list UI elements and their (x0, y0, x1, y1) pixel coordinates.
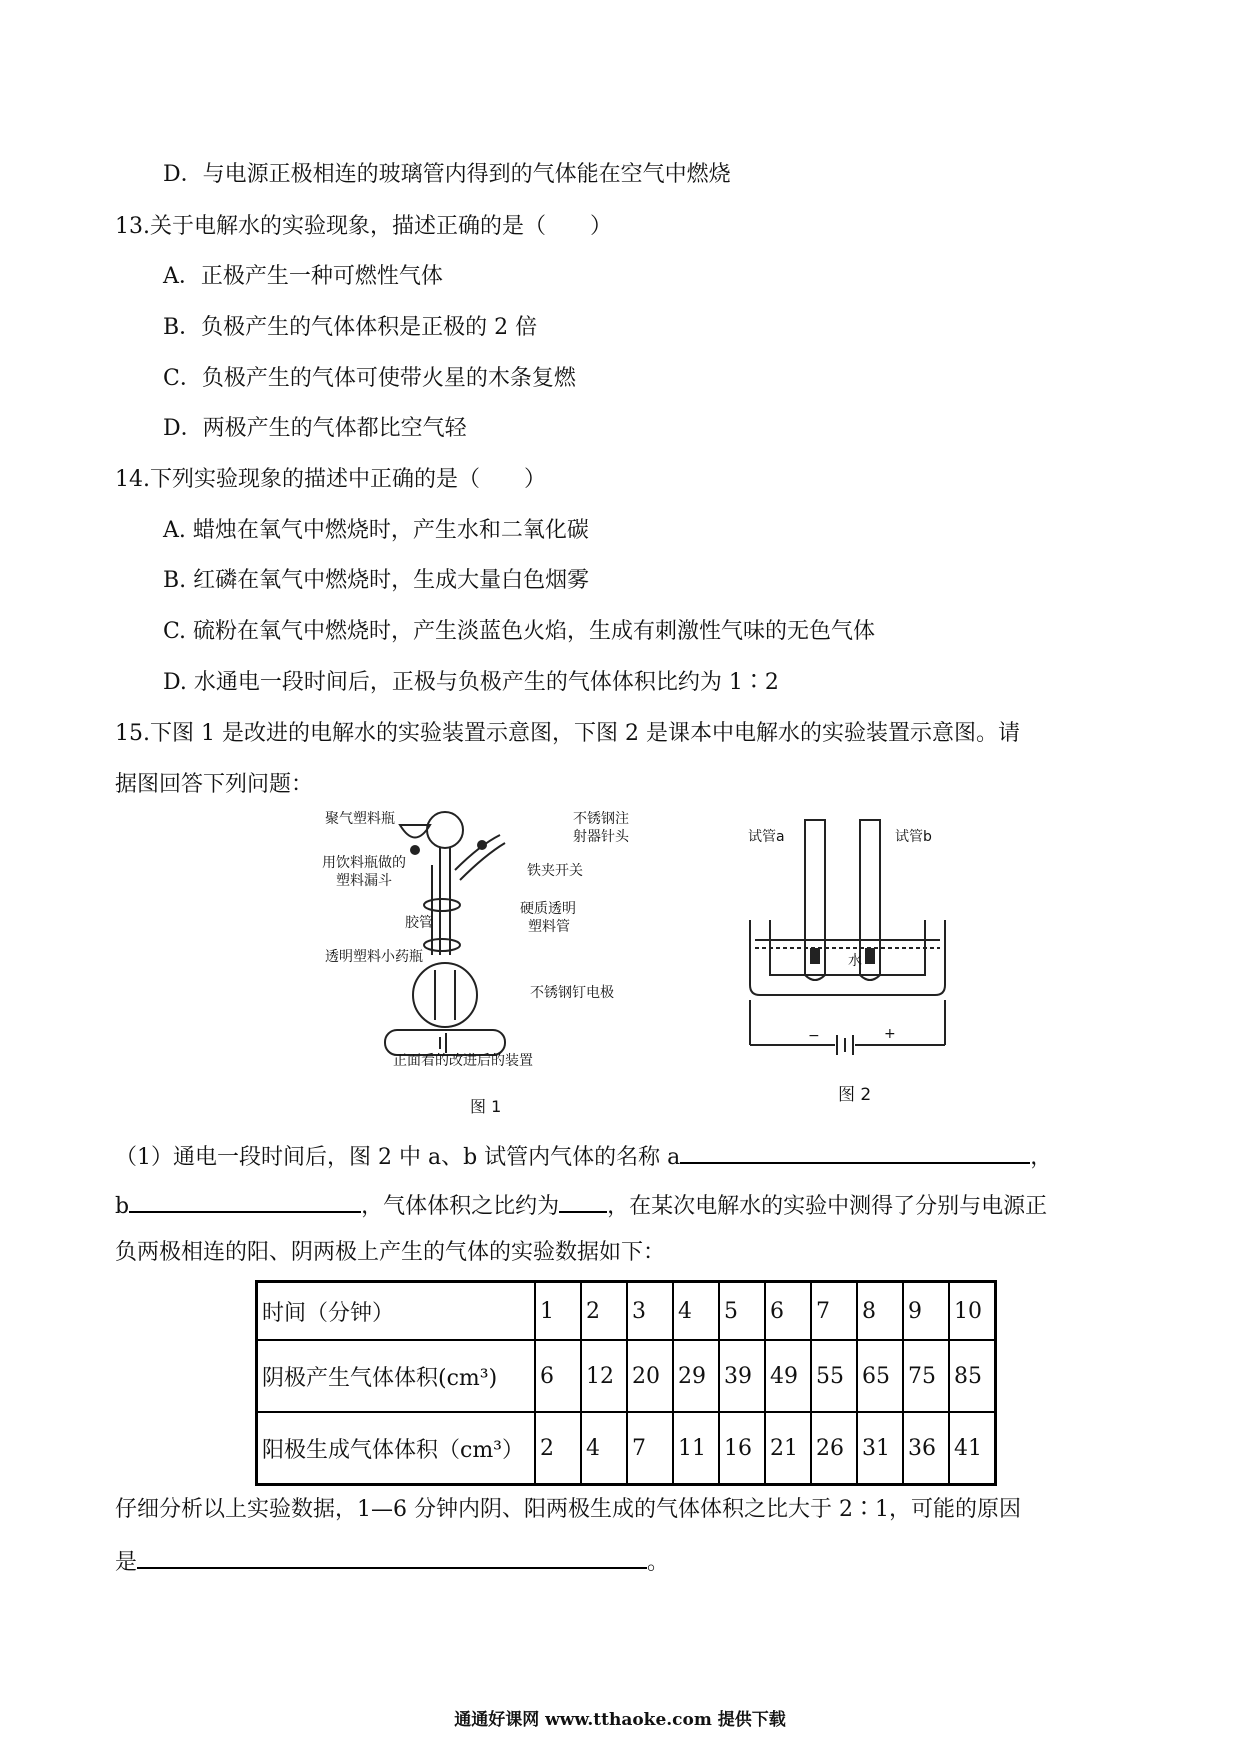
table-cell: 21 (765, 1412, 811, 1485)
fig1-label-clip: 铁夹开关 (527, 863, 583, 879)
table-cell: 2 (535, 1412, 581, 1485)
analysis-answer-line (115, 1545, 669, 1578)
table-cell: 20 (627, 1340, 673, 1412)
answer-prefix: 是 (115, 1550, 138, 1575)
q14-option-a: A. 蜡烛在氧气中燃烧时，产生水和二氧化碳 (163, 518, 589, 543)
q14-option-d: D. 水通电一段时间后，正极与负极产生的气体体积比约为 1∶2 (163, 670, 779, 695)
answer-period: 。 (647, 1550, 670, 1575)
question-14: 14.下列实验现象的描述中正确的是（ ） (115, 467, 546, 492)
table-cell: 7 (627, 1412, 673, 1485)
fig2-label-plus: + (884, 1026, 896, 1042)
fig2-label-water: 水 (848, 953, 862, 969)
fig2-label-tube-b: 试管b (895, 829, 932, 845)
q14-option-c: C. 硫粉在氧气中燃烧时，产生淡蓝色火焰，生成有刺激性气味的无色气体 (163, 619, 876, 644)
table-cell: 2 (581, 1282, 627, 1341)
table-cell: 55 (811, 1340, 857, 1412)
table-cell: 10 (949, 1282, 996, 1341)
q13-option-a: A．正极产生一种可燃性气体 (163, 264, 443, 289)
fig1-label-vial: 透明塑料小药瓶 (325, 949, 423, 965)
part1-text-b: b (115, 1194, 130, 1219)
q13-option-c: C．负极产生的气体可使带火星的木条复燃 (163, 366, 576, 391)
table-cell: 12 (581, 1340, 627, 1412)
table-cell: 9 (903, 1282, 949, 1341)
table-cell: 5 (719, 1282, 765, 1341)
blank-volume-ratio[interactable] (559, 1189, 607, 1213)
fig1-label-funnel-1: 用饮料瓶做的 (322, 855, 406, 871)
part1-line-2 (115, 1189, 1047, 1222)
table-cell: 8 (857, 1282, 903, 1341)
table-cell: 26 (811, 1412, 857, 1485)
part1-text-ratio: ，气体体积之比约为 (361, 1194, 560, 1219)
table-cell: 11 (673, 1412, 719, 1485)
footer-source: 通通好课网 www.tthaoke.com 提供下载 (454, 1710, 786, 1730)
table-cell: 75 (903, 1340, 949, 1412)
q12-option-d: D．与电源正极相连的玻璃管内得到的气体能在空气中燃烧 (163, 162, 731, 187)
data-table (255, 1280, 997, 1486)
table-cell: 阳极生成气体体积（cm³） (257, 1412, 536, 1485)
table-cell: 65 (857, 1340, 903, 1412)
table-row (257, 1412, 996, 1485)
table-cell: 85 (949, 1340, 996, 1412)
table-row (257, 1282, 996, 1341)
fig1-caption: 图 1 (470, 1097, 502, 1116)
fig1-label-funnel-2: 塑料漏斗 (336, 873, 392, 889)
table-cell: 4 (673, 1282, 719, 1341)
fig1-label-tube-1: 硬质透明 (520, 901, 576, 917)
table-cell: 7 (811, 1282, 857, 1341)
analysis-question: 仔细分析以上实验数据，1—6 分钟内阴、阳两极生成的气体体积之比大于 2∶1，可能的原因 (115, 1497, 1021, 1522)
table-row (257, 1340, 996, 1412)
table-cell: 31 (857, 1412, 903, 1485)
part1-line-3: 负两极相连的阳、阴两极上产生的气体的实验数据如下： (115, 1240, 666, 1265)
blank-gas-b[interactable] (129, 1189, 361, 1213)
fig1-label-hose: 胶管 (405, 915, 433, 931)
q14-option-b: B. 红磷在氧气中燃烧时，生成大量白色烟雾 (163, 568, 590, 593)
table-cell: 6 (765, 1282, 811, 1341)
table-cell: 49 (765, 1340, 811, 1412)
q13-option-b: B．负极产生的气体体积是正极的 2 倍 (163, 315, 538, 340)
part1-text-exp: ，在某次电解水的实验中测得了分别与电源正 (607, 1194, 1048, 1219)
question-15: 15.下图 1 是改进的电解水的实验装置示意图，下图 2 是课本中电解水的实验装置示意图。请 (115, 721, 1020, 746)
fig2-caption: 图 2 (838, 1085, 872, 1105)
table-cell: 时间（分钟） (257, 1282, 536, 1341)
q13-option-d: D．两极产生的气体都比空气轻 (163, 416, 467, 441)
part1-comma: ， (1030, 1145, 1053, 1170)
part1-text-a: （1）通电一段时间后，图 2 中 a、b 试管内气体的名称 a (115, 1145, 681, 1170)
table-cell: 41 (949, 1412, 996, 1485)
blank-reason[interactable] (137, 1545, 647, 1569)
blank-gas-a[interactable] (680, 1140, 1030, 1164)
table-cell: 36 (903, 1412, 949, 1485)
table-cell: 16 (719, 1412, 765, 1485)
table-cell: 阴极产生气体体积(cm³) (257, 1340, 536, 1412)
question-15-cont: 据图回答下列问题： (115, 772, 314, 797)
question-13: 13.关于电解水的实验现象，描述正确的是（ ） (115, 214, 612, 239)
fig1-label-bottle: 聚气塑料瓶 (325, 811, 395, 827)
fig1-label-front: 正面看的改进后的装置 (393, 1053, 533, 1069)
part1-line-1 (115, 1140, 1052, 1173)
fig2-label-minus: − (808, 1028, 820, 1044)
table-cell: 1 (535, 1282, 581, 1341)
table-cell: 6 (535, 1340, 581, 1412)
fig1-label-needle-1: 不锈钢注 (573, 811, 629, 827)
fig2-label-tube-a: 试管a (748, 829, 785, 845)
fig1-label-electrode: 不锈钢钉电极 (530, 985, 614, 1001)
table-cell: 39 (719, 1340, 765, 1412)
table-cell: 4 (581, 1412, 627, 1485)
fig1-label-tube-2: 塑料管 (528, 919, 570, 935)
table-cell: 29 (673, 1340, 719, 1412)
table-cell: 3 (627, 1282, 673, 1341)
fig1-label-needle-2: 射器针头 (573, 829, 629, 845)
